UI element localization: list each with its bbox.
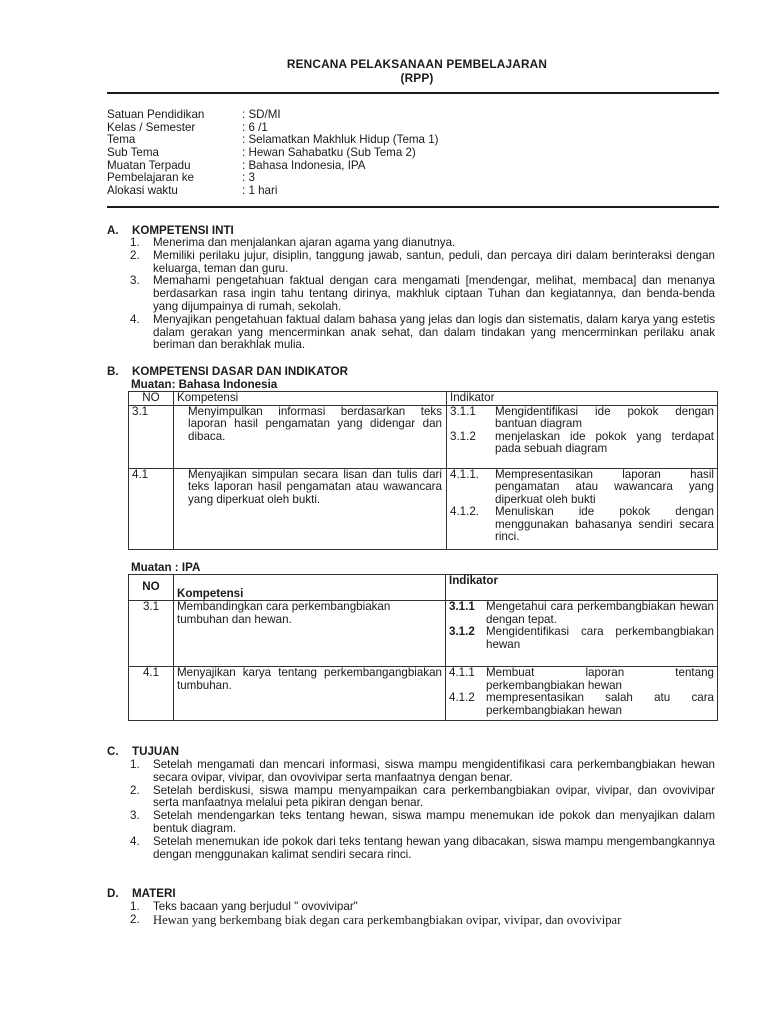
identity-value: : Bahasa Indonesia, IPA	[242, 158, 366, 172]
identity-label: Pembelajaran ke	[107, 171, 195, 185]
item-text: Setelah menemukan ide pokok dari teks tentang hewan yang dibacakan, siswa mampu mengembangkannya dengan menggunakan kalimat sendiri secara rinci.	[153, 834, 715, 861]
section-d-heading	[107, 887, 176, 900]
identity-value: : Selamatkan Makhluk Hidup (Tema 1)	[242, 133, 439, 147]
section-letter: A.	[107, 224, 119, 237]
table-row	[129, 667, 718, 721]
column-header: Kompetensi	[174, 392, 447, 406]
list-item	[130, 810, 715, 836]
kompetensi-cell: Membandingkan cara perkembangbiakan tumbuhan dan hewan.	[174, 601, 446, 667]
indikator-cell	[446, 601, 718, 667]
section-letter: B.	[107, 365, 119, 378]
item-text: Setelah berdiskusi, siswa mampu menyampaikan cara perkembangbiakan ovipar, vivipar, dan ovovivipar serta manfaatnya melalui peta pikiran dengan benar.	[153, 783, 715, 810]
indikator-item	[450, 469, 714, 507]
identity-label: Tema	[107, 133, 136, 147]
item-text: Memahami pengetahuan faktual dengan cara mengamati [mendengar, melihat, membaca] dan menanya berdasarkan rasa ingin tahu tentang dirinya, makhluk ciptaan Tuhan dan kegiatannya, dan benda-benda yang dijumpainya di rumah, sekolah.	[153, 274, 715, 313]
identity-value: : 1 hari	[242, 184, 278, 198]
item-number: 2.	[130, 783, 140, 797]
item-number: 1.	[130, 236, 140, 249]
document-subtitle: (RPP)	[400, 71, 434, 85]
indikator-number: 4.1.1.	[450, 467, 480, 481]
indikator-text: Mempresentasikan laporan hasil pengamatan atau wawancara yang diperkuat oleh bukti	[495, 467, 714, 506]
kd-table-bahasa	[128, 391, 718, 550]
indikator-item	[450, 506, 714, 544]
item-text: Setelah mendengarkan teks tentang hewan, siswa mampu menemukan ide pokok dan menyajikan dalam bentuk diagram.	[153, 809, 715, 835]
tujuan-list	[130, 759, 715, 861]
indikator-number: 4.1.1	[449, 666, 475, 679]
section-letter: C.	[107, 745, 119, 758]
kompetensi-cell: Menyajikan simpulan secara lisan dan tulis dari teks laporan hasil pengamatan atau wawancara yang diperkuat oleh bukti.	[174, 468, 447, 549]
header-divider	[107, 92, 719, 94]
muatan-bahasa-heading: Muatan: Bahasa Indonesia	[131, 378, 278, 391]
indikator-cell	[446, 667, 718, 721]
table-row	[129, 601, 718, 667]
item-text: Memiliki perilaku jujur, disiplin, tanggung jawab, santun, peduli, dan percaya diri dalam berinteraksi dengan keluarga, teman dan guru.	[153, 248, 715, 275]
column-header: NO	[129, 392, 174, 406]
indikator-number: 3.1.2	[450, 429, 476, 443]
table-row	[129, 405, 718, 468]
item-text: Setelah mengamati dan mencari informasi, siswa mampu mengidentifikasi cara perkembangbiakan hewan secara ovipar, vivipar, dan ovovivipar serta manfaatnya dengan benar.	[153, 758, 715, 784]
item-number: 3.	[130, 809, 140, 823]
identity-value: : Hewan Sahabatku (Sub Tema 2)	[242, 146, 416, 160]
identity-label: Kelas / Semester	[107, 120, 196, 134]
item-number: 1.	[130, 758, 140, 771]
indikator-number: 4.1.2.	[450, 505, 480, 518]
identity-divider	[107, 206, 719, 208]
kompetensi-cell: Menyimpulkan informasi berdasarkan teks laporan hasil pengamatan yang didengar dan dibaca.	[174, 405, 447, 468]
identity-value: : SD/MI	[242, 108, 281, 121]
item-number: 4.	[130, 312, 140, 326]
list-item	[130, 785, 715, 811]
item-number: 4.	[130, 834, 140, 848]
section-letter: D.	[107, 887, 119, 900]
muatan-ipa-heading: Muatan : IPA	[131, 561, 201, 574]
item-text: Teks bacaan yang berjudul " ovovivipar"	[153, 900, 358, 913]
indikator-number: 3.1.2	[449, 625, 475, 638]
section-b-heading	[107, 365, 348, 378]
indikator-item	[450, 406, 714, 431]
indikator-cell	[447, 405, 718, 468]
section-c-heading	[107, 745, 179, 758]
table-header-row	[129, 392, 718, 406]
indikator-item	[449, 601, 714, 626]
list-item	[130, 914, 715, 928]
identity-label: Sub Tema	[107, 146, 159, 160]
list-item	[130, 314, 715, 352]
row-number: 4.1	[129, 667, 174, 721]
indikator-item	[450, 431, 714, 456]
column-header: Kompetensi	[174, 575, 446, 601]
item-text: Menyajikan pengetahuan faktual dalam bahasa yang jelas dan logis dan sistematis, dalam karya yang estetis dalam gerakan yang mencerminkan anak sehat, dan dalam tindakan yang mencerminkan perilaku anak beriman dan berakhlak mulia.	[153, 312, 715, 352]
indikator-text: Membuat laporan tentang perkembangbiakan hewan	[486, 666, 714, 692]
indikator-text: Menuliskan ide pokok dengan menggunakan bahasanya sendiri secara rinci.	[495, 505, 714, 543]
list-item	[130, 250, 715, 276]
item-number: 1.	[130, 900, 140, 913]
indikator-text: Mengidentifikasi cara perkembangbiakan hewan	[486, 625, 714, 651]
indikator-text: Mengetahui cara perkembangbiakan hewan dengan tepat.	[486, 600, 714, 626]
list-item	[130, 836, 715, 862]
item-number: 2.	[130, 912, 140, 926]
identity-label: Alokasi waktu	[107, 184, 178, 198]
row-number: 4.1	[129, 468, 174, 549]
section-title: MATERI	[132, 887, 176, 900]
column-header: NO	[129, 575, 174, 601]
indikator-text: Mengidentifikasi ide pokok dengan bantuan diagram	[495, 404, 714, 430]
item-text: Menerima dan menjalankan ajaran agama yang dianutnya.	[153, 236, 456, 249]
indikator-item	[449, 692, 714, 717]
identity-label: Satuan Pendidikan	[107, 108, 205, 121]
section-title: KOMPETENSI DASAR DAN INDIKATOR	[132, 365, 348, 378]
document-title: RENCANA PELAKSANAAN PEMBELAJARAN	[286, 57, 548, 71]
row-number: 3.1	[129, 405, 174, 468]
indikator-item	[449, 667, 714, 692]
item-number: 3.	[130, 274, 140, 288]
kd-table-ipa	[128, 574, 718, 721]
kompetensi-cell: Menyajikan karya tentang perkembangangbiakan tumbuhan.	[174, 667, 446, 721]
column-header: Indikator	[447, 392, 718, 406]
table-row	[129, 468, 718, 549]
indikator-item	[449, 626, 714, 651]
indikator-number: 4.1.2	[449, 691, 475, 704]
row-number: 3.1	[129, 601, 174, 667]
indikator-text: mempresentasikan salah atu cara perkembangbiakan hewan	[486, 691, 714, 717]
kompetensi-inti-list	[130, 237, 715, 352]
list-item	[130, 275, 715, 313]
identity-value: : 3	[242, 171, 255, 185]
identity-label: Muatan Terpadu	[107, 158, 191, 172]
materi-list	[130, 901, 715, 928]
table-header-row	[129, 575, 718, 601]
indikator-text: menjelaskan ide pokok yang terdapat pada sebuah diagram	[495, 429, 714, 455]
indikator-number: 3.1.1	[449, 600, 475, 613]
identity-value: : 6 /1	[242, 120, 268, 134]
item-number: 2.	[130, 248, 140, 262]
indikator-cell	[447, 468, 718, 549]
section-title: TUJUAN	[132, 745, 180, 758]
indikator-number: 3.1.1	[450, 404, 476, 418]
column-header: Indikator	[446, 575, 718, 601]
item-text: Hewan yang berkembang biak degan cara perkembangbiakan ovipar, vivipar, dan ovovivipar	[153, 912, 622, 927]
section-title: KOMPETENSI INTI	[132, 224, 234, 237]
list-item	[130, 759, 715, 785]
